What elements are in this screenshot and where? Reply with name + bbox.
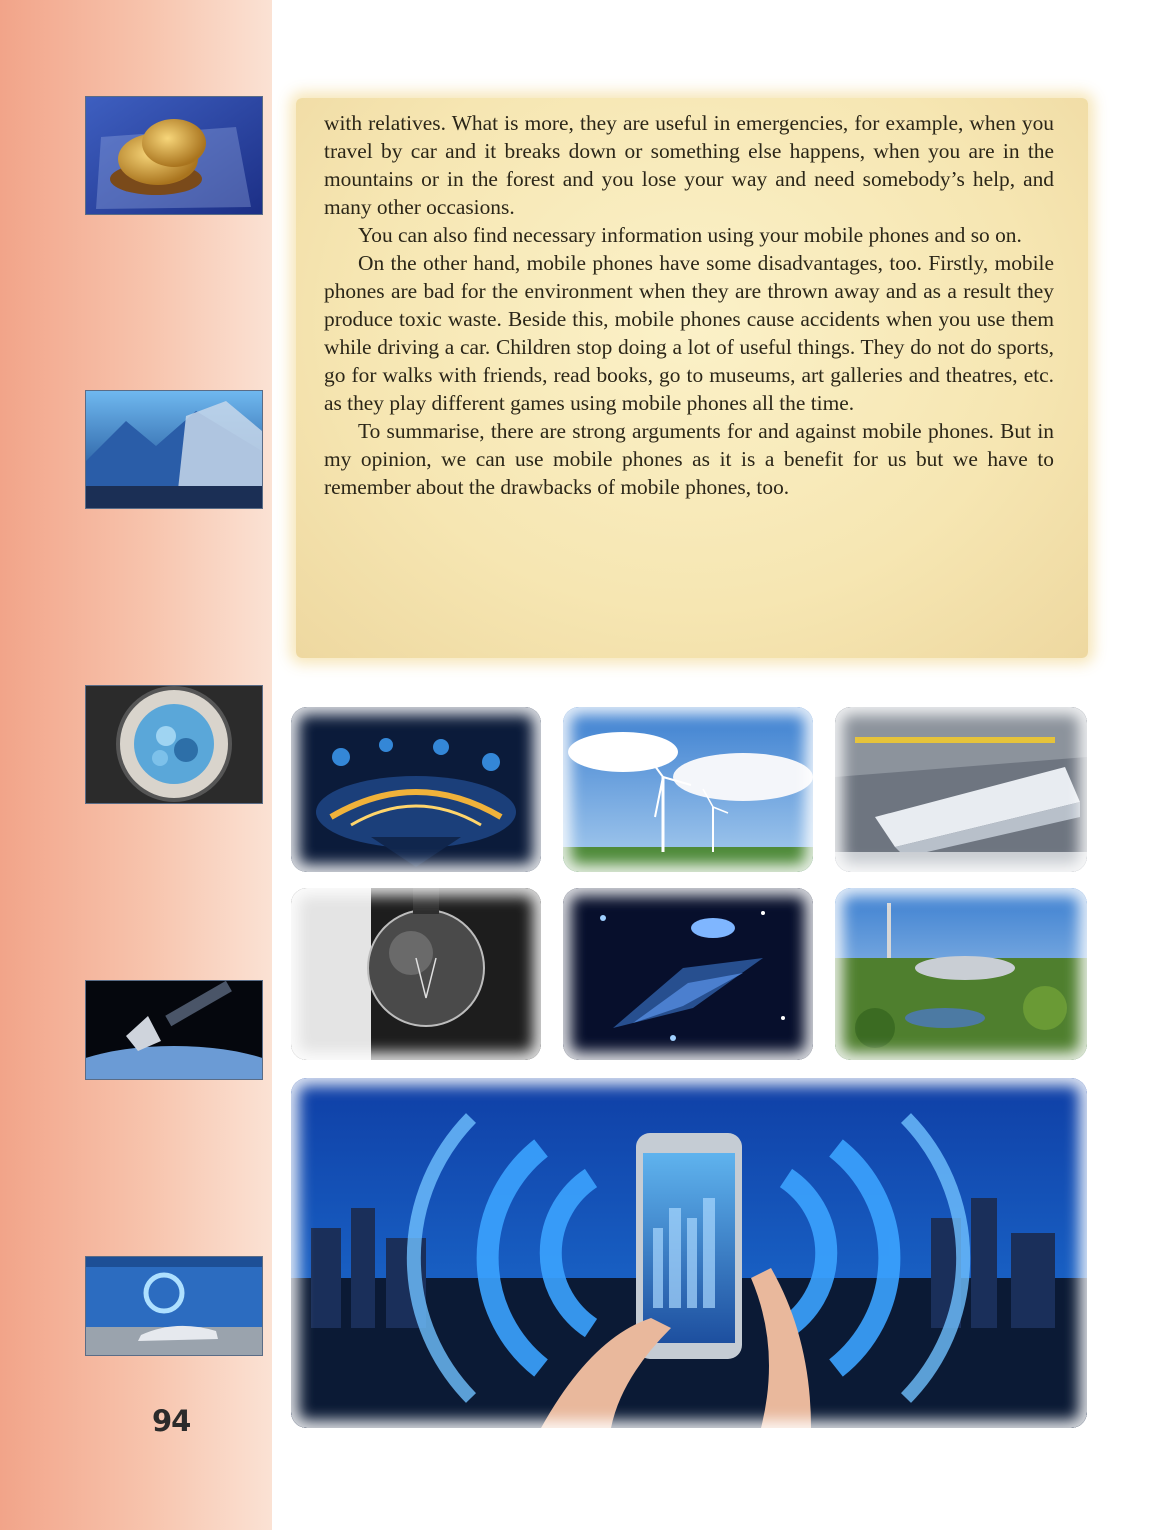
- clock-thumbnail: [85, 685, 263, 804]
- train-hangar-photo: [835, 707, 1087, 872]
- mountains-thumbnail: [85, 390, 263, 509]
- paragraph: with relatives. What is more, they are useful in emergencies, for example, when you travel by car and it breaks down or something else happens, when you are in the mountains or in the forest and you lose your way and need somebody’s help, and many other occasions.: [324, 111, 1054, 219]
- car-thumbnail: [85, 1256, 263, 1356]
- smartphone-city-photo: [291, 1078, 1087, 1428]
- page-number: 94: [152, 1404, 191, 1438]
- smart-city-photo: [291, 707, 541, 872]
- light-bulb-photo: [291, 888, 541, 1060]
- paragraph: You can also find necessary information using your mobile phones and so on.: [358, 223, 1022, 247]
- coins-thumbnail: [85, 96, 263, 215]
- paragraph: To summarise, there are strong arguments for and against mobile phones. But in my opinion, we can use mobile phones as it is a benefit for us but we have to remember about the drawbacks of mobile phones, too.: [324, 419, 1054, 499]
- wind-turbines-photo: [563, 707, 813, 872]
- city-park-photo: [835, 888, 1087, 1060]
- paragraph: On the other hand, mobile phones have some disadvantages, too. Firstly, mobile phones are bad for the environment when they are thrown away and as a result they produce toxic waste. Beside this, mobile phones cause accidents when you use them while driving a car. Children stop doing a lot of useful things. They do not do sports, go for walks with friends, read books, go to museums, art galleries and theatres, etc. as they play different games using mobile phones all the time.: [324, 251, 1054, 415]
- spaceship-photo: [563, 888, 813, 1060]
- spacecraft-thumbnail: [85, 980, 263, 1080]
- essay-text: [324, 109, 1054, 501]
